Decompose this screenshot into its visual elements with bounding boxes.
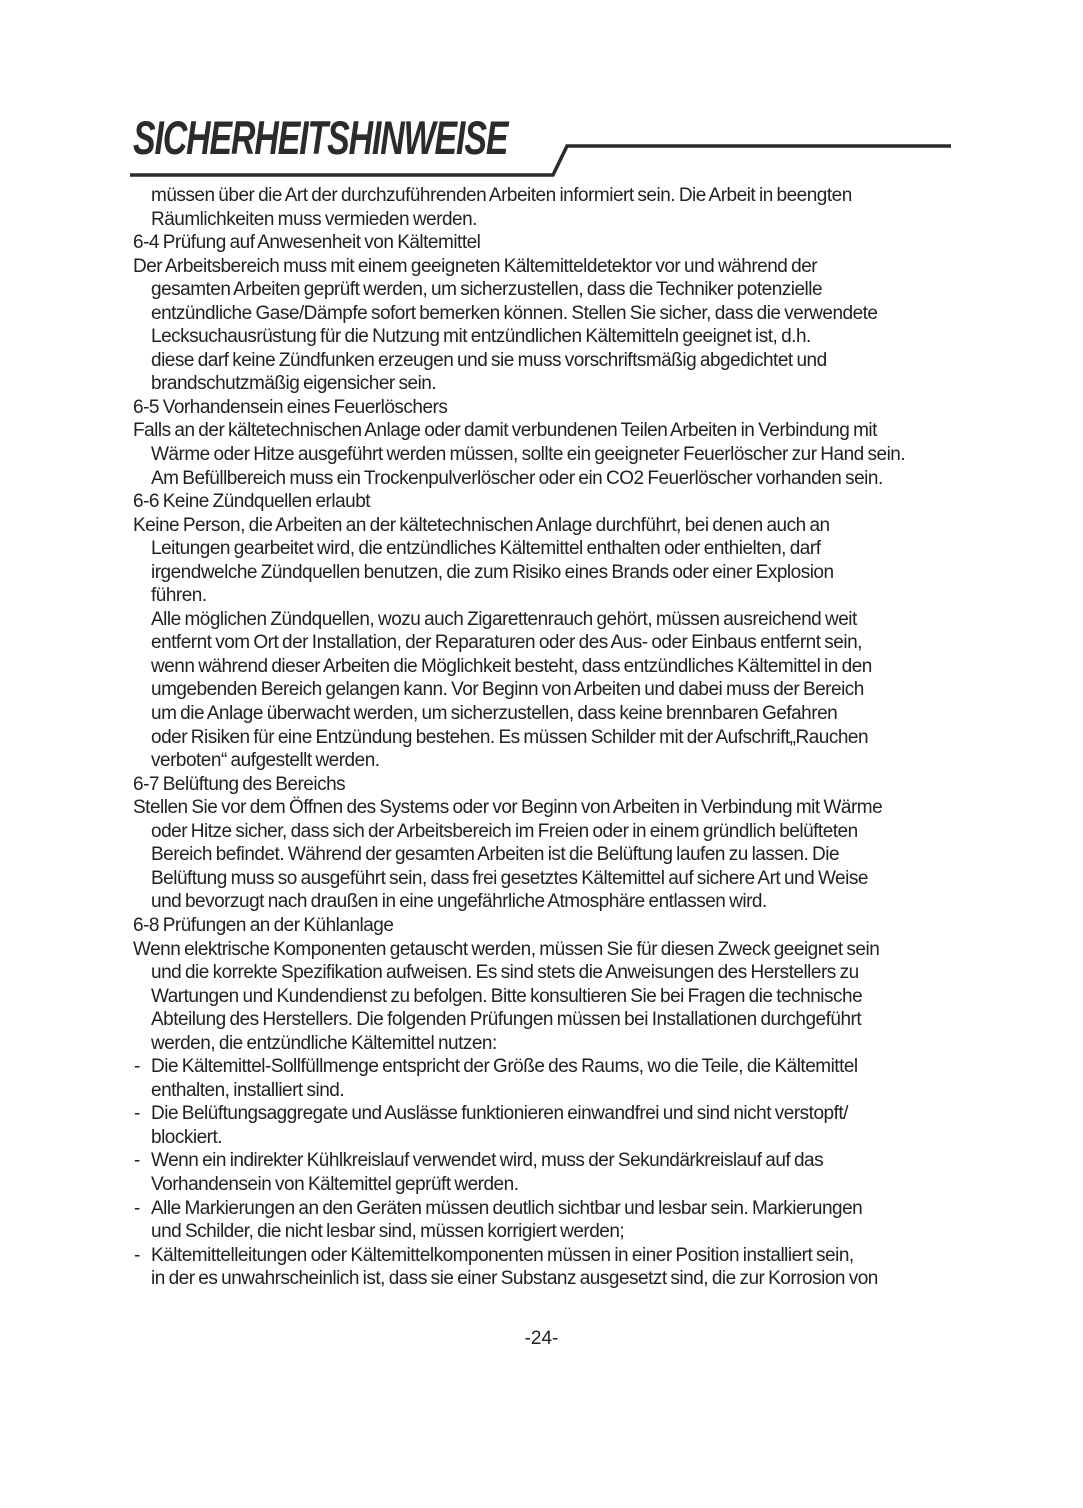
text-line: Wärme oder Hitze ausgeführt werden müssen, sollte ein geeigneter Feuerlöscher zur Hand sein. [151,444,906,466]
text-line: in der es unwahrscheinlich ist, dass sie einer Substanz ausgesetzt sind, die zur Korrosion von [151,1268,878,1290]
list-item [133,1197,957,1244]
text-line: Die Kältemittel-Sollfüllmenge entspricht der Größe des Raums, wo die Teile, die Kältemittel [151,1056,858,1078]
text-line: werden, die entzündliche Kältemittel nutzen: [151,1032,497,1054]
page-title: SICHERHEITSHINWEISE [133,111,508,164]
paragraph [133,514,957,608]
list-dash-marker: - [134,1244,140,1266]
text-line: Am Befüllbereich muss ein Trockenpulverlöscher oder ein CO2 Feuerlöscher vorhanden sein. [151,467,883,489]
header-rule-line [0,0,1083,210]
section-heading [133,914,957,938]
section-heading [133,231,957,255]
text-line: Belüftung muss so ausgeführt sein, dass frei gesetztes Kältemittel auf sichere Art und Weise [151,867,868,889]
text-line: Kältemittelleitungen oder Kältemittelkomponenten müssen in einer Position installiert sein, [151,1244,854,1266]
text-line: Falls an der kältetechnischen Anlage oder damit verbundenen Teilen Arbeiten in Verbindung mit [133,420,877,442]
text-line: 6-8 Prüfungen an der Kühlanlage [133,914,394,936]
text-line: oder Hitze sicher, dass sich der Arbeitsbereich im Freien oder in einem gründlich belüfteten [151,820,858,842]
list-dash-marker: - [134,1056,140,1078]
paragraph [133,796,957,914]
text-line: Leitungen gearbeitet wird, die entzündliches Kältemittel enthalten oder enthielten, darf [151,538,821,560]
paragraph [133,255,957,396]
paragraph [133,419,957,490]
text-line: Alle möglichen Zündquellen, wozu auch Zigarettenrauch gehört, müssen ausreichend weit [151,608,857,630]
text-line: verboten“ aufgestellt werden. [151,750,380,772]
text-line: Alle Markierungen an den Geräten müssen deutlich sichtbar und lesbar sein. Markierungen [151,1197,863,1219]
text-line: und die korrekte Spezifikation aufweisen. Es sind stets die Anweisungen des Herstellers zu [151,962,859,984]
document-body [133,184,957,1291]
text-line: müssen über die Art der durchzuführenden Arbeiten informiert sein. Die Arbeit in beengten [151,185,852,206]
list-dash-marker: - [134,1103,140,1125]
section-heading [133,773,957,797]
list-item [133,1149,957,1196]
paragraph [133,938,957,1056]
text-line: Abteilung des Herstellers. Die folgenden Prüfungen müssen bei Installationen durchgeführt [151,1009,862,1031]
text-line: um die Anlage überwacht werden, um sicherzustellen, dass keine brennbaren Gefahren [151,703,838,725]
text-line: 6-4 Prüfung auf Anwesenheit von Kältemittel [133,232,481,254]
text-line: gesamten Arbeiten geprüft werden, um sicherzustellen, dass die Techniker potenzielle [151,279,823,301]
text-line: oder Risiken für eine Entzündung bestehen. Es müssen Schilder mit der Aufschrift„Rauchen [151,726,869,748]
text-line: und bevorzugt nach draußen in eine ungefährliche Atmosphäre entlassen wird. [151,891,767,913]
section-heading [133,396,957,420]
text-line: enthalten, installiert sind. [151,1079,345,1101]
list-item [133,1055,957,1102]
text-line: Wenn elektrische Komponenten getauscht werden, müssen Sie für diesen Zweck geeignet sein [133,938,880,960]
list-dash-marker: - [134,1197,140,1219]
paragraph [133,608,957,773]
text-line: Räumlichkeiten muss vermieden werden. [151,208,477,230]
text-line: entfernt vom Ort der Installation, der Reparaturen oder des Aus- oder Einbaus entfernt sein, [151,632,862,654]
text-line: wenn während dieser Arbeiten die Möglichkeit besteht, dass entzündliches Kältemittel in den [151,655,872,677]
text-line: brandschutzmäßig eigensicher sein. [151,373,437,395]
text-line: diese darf keine Zündfunken erzeugen und sie muss vorschriftsmäßig abgedichtet und [151,349,827,371]
text-line: Wartungen und Kundendienst zu befolgen. Bitte konsultieren Sie bei Fragen die technische [151,985,863,1007]
text-line: und Schilder, die nicht lesbar sind, müssen korrigiert werden; [151,1221,625,1243]
text-line: 6-6 Keine Zündquellen erlaubt [133,491,371,513]
text-line: führen. [151,585,207,607]
list-dash-marker: - [134,1150,140,1172]
text-line: Lecksuchausrüstung für die Nutzung mit entzündlichen Kältemitteln geeignet ist, d.h. [151,326,811,348]
text-line: entzündliche Gase/Dämpfe sofort bemerken können. Stellen Sie sicher, dass die verwendete [151,302,878,324]
text-line: blockiert. [151,1126,223,1148]
text-line: Die Belüftungsaggregate und Auslässe funktionieren einwandfrei und sind nicht verstopft/ [151,1103,848,1125]
section-heading [133,490,957,514]
paragraph [133,184,957,231]
text-line: Keine Person, die Arbeiten an der kältetechnischen Anlage durchführt, bei denen auch an [133,514,830,536]
text-line: 6-5 Vorhandensein eines Feuerlöschers [133,396,448,418]
text-line: 6-7 Belüftung des Bereichs [133,773,346,795]
text-line: umgebenden Bereich gelangen kann. Vor Beginn von Arbeiten und dabei muss der Bereich [151,679,864,701]
text-line: Vorhandensein von Kältemittel geprüft werden. [151,1173,519,1195]
list-item [133,1244,957,1291]
page-number: -24- [524,1328,559,1349]
text-line: Bereich befindet. Während der gesamten Arbeiten ist die Belüftung laufen zu lassen. Die [151,844,840,866]
text-line: Der Arbeitsbereich muss mit einem geeigneten Kältemitteldetektor vor und während der [133,255,818,277]
list-item [133,1102,957,1149]
text-line: irgendwelche Zündquellen benutzen, die zum Risiko eines Brands oder einer Explosion [151,561,834,583]
text-line: Wenn ein indirekter Kühlkreislauf verwendet wird, muss der Sekundärkreislauf auf das [151,1150,824,1172]
text-line: Stellen Sie vor dem Öffnen des Systems oder vor Beginn von Arbeiten in Verbindung mit Wärme [133,797,883,819]
